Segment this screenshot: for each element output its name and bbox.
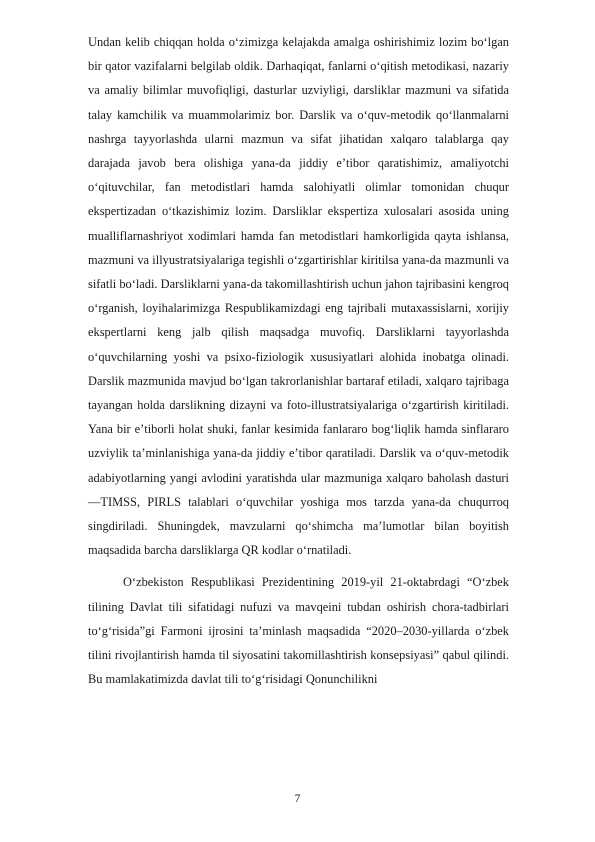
page-number: 7 <box>294 793 301 805</box>
body-text <box>88 30 509 691</box>
paragraph-1: Undan kelib chiqqan holda oʻzimizga kelajakda amalga oshirishimiz lozim boʻlgan bir qator vazifalarni belgilab oldik. Darhaqiqat, fanlarni oʻqitish metodikasi, nazariy va amaliy bilimlar muvofiqligi, dasturlar uzviyligi, darsliklar mazmuni va sifatida talay kamchilik va muammolarimiz bor. Darslik va oʻquv-metodik qoʻllanmalarni nashrga tayyorlashda ularni mazmun va sifat jihatidan xalqaro talablarga qay darajada javob bera olishiga yana-da jiddiy eʼtibor qaratishimiz, amaliyotchi oʻqituvchilar, fan metodistlari hamda salohiyatli olimlar tomonidan chuqur ekspertizadan oʻtkazishimiz lozim. Darsliklar ekspertiza xulosalari asosida uning mualliflarnashriyot xodimlari hamda fan metodistlari hamkorligida qayta ishlansa, mazmuni va illyustratsiyalariga tegishli oʻzgartirishlar kiritilsa yana-da mazmunli va sifatli boʻladi. Darsliklarni yana-da takomillashtirish uchun jahon tajribasini kengroq oʻrganish, loyihalarimizga Respublikamizdagi eng tajribali mutaxassislarni, xorijiy ekspertlarni keng jalb qilish maqsadga muvofiq. Darsliklarni tayyorlashda o‘quvchilarning yoshi va psixo-fiziologik xususiyatlari alohida inobatga olinadi. Darslik mazmunida mavjud boʻlgan takrorlanishlar bartaraf etiladi, xalqaro tajribaga tayangan holda darslikning dizayni va foto-illustratsiyalariga o‘zgartirish kiritiladi. Yana bir eʼtiborli holat shuki, fanlar kesimida fanlararo bogʻliqlik hamda sinflararo uzviylik taʼminlanishiga yana-da jiddiy eʼtibor qaratiladi. Darslik va oʻquv-metodik adabiyotlarning yangi avlodini yaratishda ular mazmuniga xalqaro baholash dasturi —TIMSS, PIRLS talablari o‘quvchilar yoshiga mos tarzda yana-da chuqurroq singdiriladi. Shuningdek, mavzularni qoʻshimcha maʼlumotlar bilan boyitish maqsadida barcha darsliklarga QR kodlar oʻrnatiladi. <box>88 35 509 558</box>
paragraph-2: Oʻzbekiston Respublikasi Prezidentining 2019-yil 21-oktabrdagi “Oʻzbek tilining Davlat tili sifatidagi nufuzi va mavqeini tubdan oshirish chora-tadbirlari toʻg‘risida”gi Farmoni ijrosini ta’minlash maqsadida “2020–2030-yillarda oʻzbek tilini rivojlantirish hamda til siyosatini takomillashtirish konsepsiyasi” qabul qilindi. Bu mamlakatimizda davlat tili toʻg‘risidagi Qonunchilikni <box>88 575 509 687</box>
